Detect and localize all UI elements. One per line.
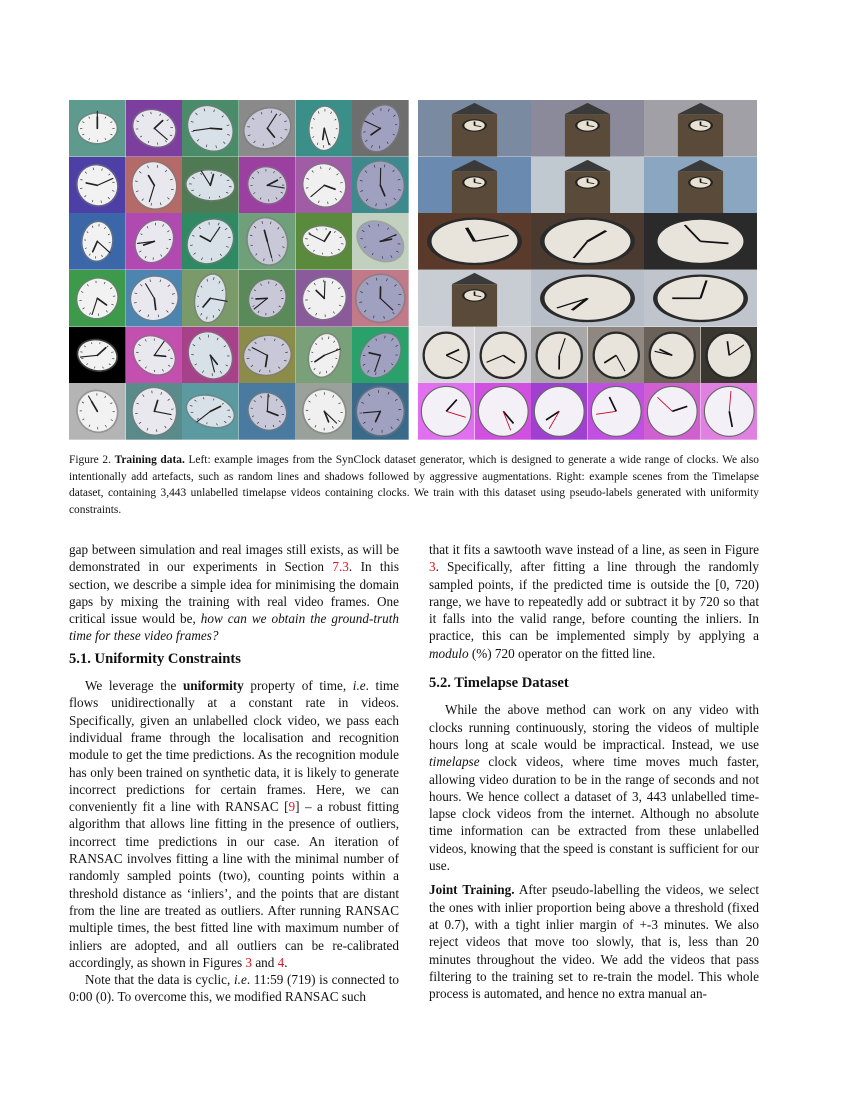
- synclock-tile: [69, 383, 126, 440]
- synclock-tile: [69, 270, 126, 327]
- timelapse-tile: [588, 327, 645, 384]
- right-column: [429, 541, 759, 1002]
- synclock-tile: [182, 327, 239, 384]
- synclock-tile: [182, 157, 239, 214]
- timelapse-tile: [531, 327, 588, 384]
- synclock-tile: [69, 157, 126, 214]
- synclock-tile: [126, 213, 183, 270]
- synclock-tile: [296, 157, 353, 214]
- timelapse-tile: [418, 383, 475, 440]
- caption-bold: Training data.: [114, 454, 185, 466]
- synclock-tile: [126, 270, 183, 327]
- synclock-tile: [69, 100, 126, 157]
- timelapse-tile: [531, 213, 644, 270]
- timelapse-tile: [418, 270, 531, 327]
- timelapse-tile: [644, 100, 757, 157]
- synclock-tile: [239, 383, 296, 440]
- timelapse-tile: [418, 157, 531, 214]
- synclock-tile: [126, 327, 183, 384]
- figure-2: [69, 100, 757, 440]
- synclock-tile: [296, 213, 353, 270]
- synclock-tile: [352, 270, 409, 327]
- synclock-tile: [126, 383, 183, 440]
- timelapse-tile: [644, 270, 757, 327]
- synclock-tile: [239, 213, 296, 270]
- timelapse-tile: [531, 157, 644, 214]
- timelapse-tile: [531, 383, 588, 440]
- synclock-tile: [352, 383, 409, 440]
- synclock-tile: [296, 270, 353, 327]
- synclock-tile: [182, 100, 239, 157]
- timelapse-tile: [701, 383, 758, 440]
- synclock-tile: [126, 100, 183, 157]
- synclock-image-grid: [69, 100, 409, 440]
- figure-caption: [69, 452, 759, 518]
- paragraph-joint-training: Joint Training. After pseudo-labelling the videos, we select the ones with inlier proportion being above a threshold (fixed at 0.7), with a tight inlier margin of +-3 minutes. We also reject videos that move too slowly, that is, less than 20 minutes throughout the video. We add the videos that pass filtering to the training set to re-train the model. This whole process is automated, and hence no extra manual an-: [429, 882, 759, 1002]
- synclock-tile: [69, 213, 126, 270]
- synclock-tile: [182, 270, 239, 327]
- synclock-tile: [69, 327, 126, 384]
- timelapse-tile: [644, 383, 701, 440]
- synclock-tile: [239, 157, 296, 214]
- figure-ref-link[interactable]: 3: [245, 954, 253, 970]
- paragraph-sawtooth: that it fits a sawtooth wave instead of a line, as seen in Figure 3. Specifically, after fitting a line through the randomly sampled points, if the predicted time is outside the [0, 720) range, we have to repeatedly add or subtract it by 720 so that it falls into the valid range, before counting the inliers. In practice, this can be implemented simply by applying a modulo (%) 720 operator on the fitted line.: [429, 542, 759, 661]
- timelapse-tile: [644, 327, 701, 384]
- timelapse-tile: [418, 327, 475, 384]
- section-heading-uniformity: 5.1. Uniformity Constraints: [69, 650, 241, 667]
- synclock-tile: [182, 213, 239, 270]
- synclock-tile: [239, 270, 296, 327]
- timelapse-image-grid: [418, 100, 757, 440]
- figure-ref-link[interactable]: 4: [277, 954, 285, 970]
- synclock-tile: [296, 327, 353, 384]
- timelapse-tile: [701, 327, 758, 384]
- caption-prefix: Figure 2.: [69, 454, 111, 466]
- synclock-tile: [352, 213, 409, 270]
- synclock-tile: [352, 100, 409, 157]
- section-ref-link[interactable]: 7.3: [332, 559, 349, 575]
- timelapse-tile: [531, 100, 644, 157]
- synclock-tile: [126, 157, 183, 214]
- paragraph-timelapse: While the above method can work on any video with clocks running continuously, storing the videos of multiple hours long at scale would be impractical. Instead, we use timelapse clock videos, where time moves much faster, allowing video duration to be in the range of seconds and not hours. We hence collect a dataset of 3, 443 unlabelled time-lapse clock videos from the internet. Although no absolute time information can be extracted from these unlabelled videos, knowing that the speed is constant is sufficient for our use.: [429, 702, 759, 874]
- left-column: [69, 541, 399, 1006]
- synclock-tile: [296, 100, 353, 157]
- timelapse-tile: [418, 100, 531, 157]
- timelapse-tile: [418, 213, 531, 270]
- caption-text: Left: example images from the SynClock dataset generator, which is designed to generate a wide range of clocks. We also intentionally add artefacts, such as random lines and shadows followed by aggressive augmentations. Right: example scenes from the Timelapse dataset, containing 3,443 unlabelled timelapse videos containing clocks. We train with this dataset using pseudo-labels generated with uniformity constraints.: [69, 454, 760, 516]
- section-heading-timelapse: 5.2. Timelapse Dataset: [429, 675, 569, 692]
- paragraph-cyclic: Note that the data is cyclic, i.e. 11:59 (719) is connected to 0:00 (0). To overcome this, we modified RANSAC such: [69, 972, 399, 1005]
- synclock-tile: [296, 383, 353, 440]
- paragraph-uniformity: We leverage the uniformity property of time, i.e. time flows unidirectionally at a constant rate in videos. Specifically, given an unlabelled clock video, we pass each individual frame through the localisation and recognition module to get the time predictions. As the recognition module has only been trained on synthetic data, it is likely to generate incorrect predictions for certain frames. Here, we can conveniently fit a line with RANSAC [9] – a robust fitting algorithm that allows line fitting in the presence of outliers, incorrect time predictions in our case. An iteration of RANSAC involves fitting a line with the minimal number of randomly sampled points (two), counting points within a threshold distance as ‘inliers’, and the points that are distant from the line are treated as outliers. After running RANSAC multiple times, the best fitted line with maximum number of inliers are adopted, and all outliers can be re-calibrated accordingly, as shown in Figures 3 and 4.: [69, 678, 400, 970]
- timelapse-tile: [644, 213, 757, 270]
- synclock-tile: [239, 100, 296, 157]
- synclock-tile: [239, 327, 296, 384]
- timelapse-tile: [475, 327, 532, 384]
- citation-link[interactable]: 9: [288, 799, 296, 815]
- synclock-tile: [352, 157, 409, 214]
- timelapse-tile: [475, 383, 532, 440]
- figure-ref-link[interactable]: 3: [429, 559, 436, 575]
- synclock-tile: [352, 327, 409, 384]
- timelapse-tile: [588, 383, 645, 440]
- paragraph-intro: gap between simulation and real images still exists, as will be demonstrated in our experiments in Section 7.3. In this section, we describe a simple idea for minimising the domain gaps by mixing the training with real video frames. One critical issue would be, how can we obtain the ground-truth time for these video frames?: [69, 542, 399, 644]
- timelapse-tile: [531, 270, 644, 327]
- timelapse-tile: [644, 157, 757, 214]
- synclock-tile: [182, 383, 239, 440]
